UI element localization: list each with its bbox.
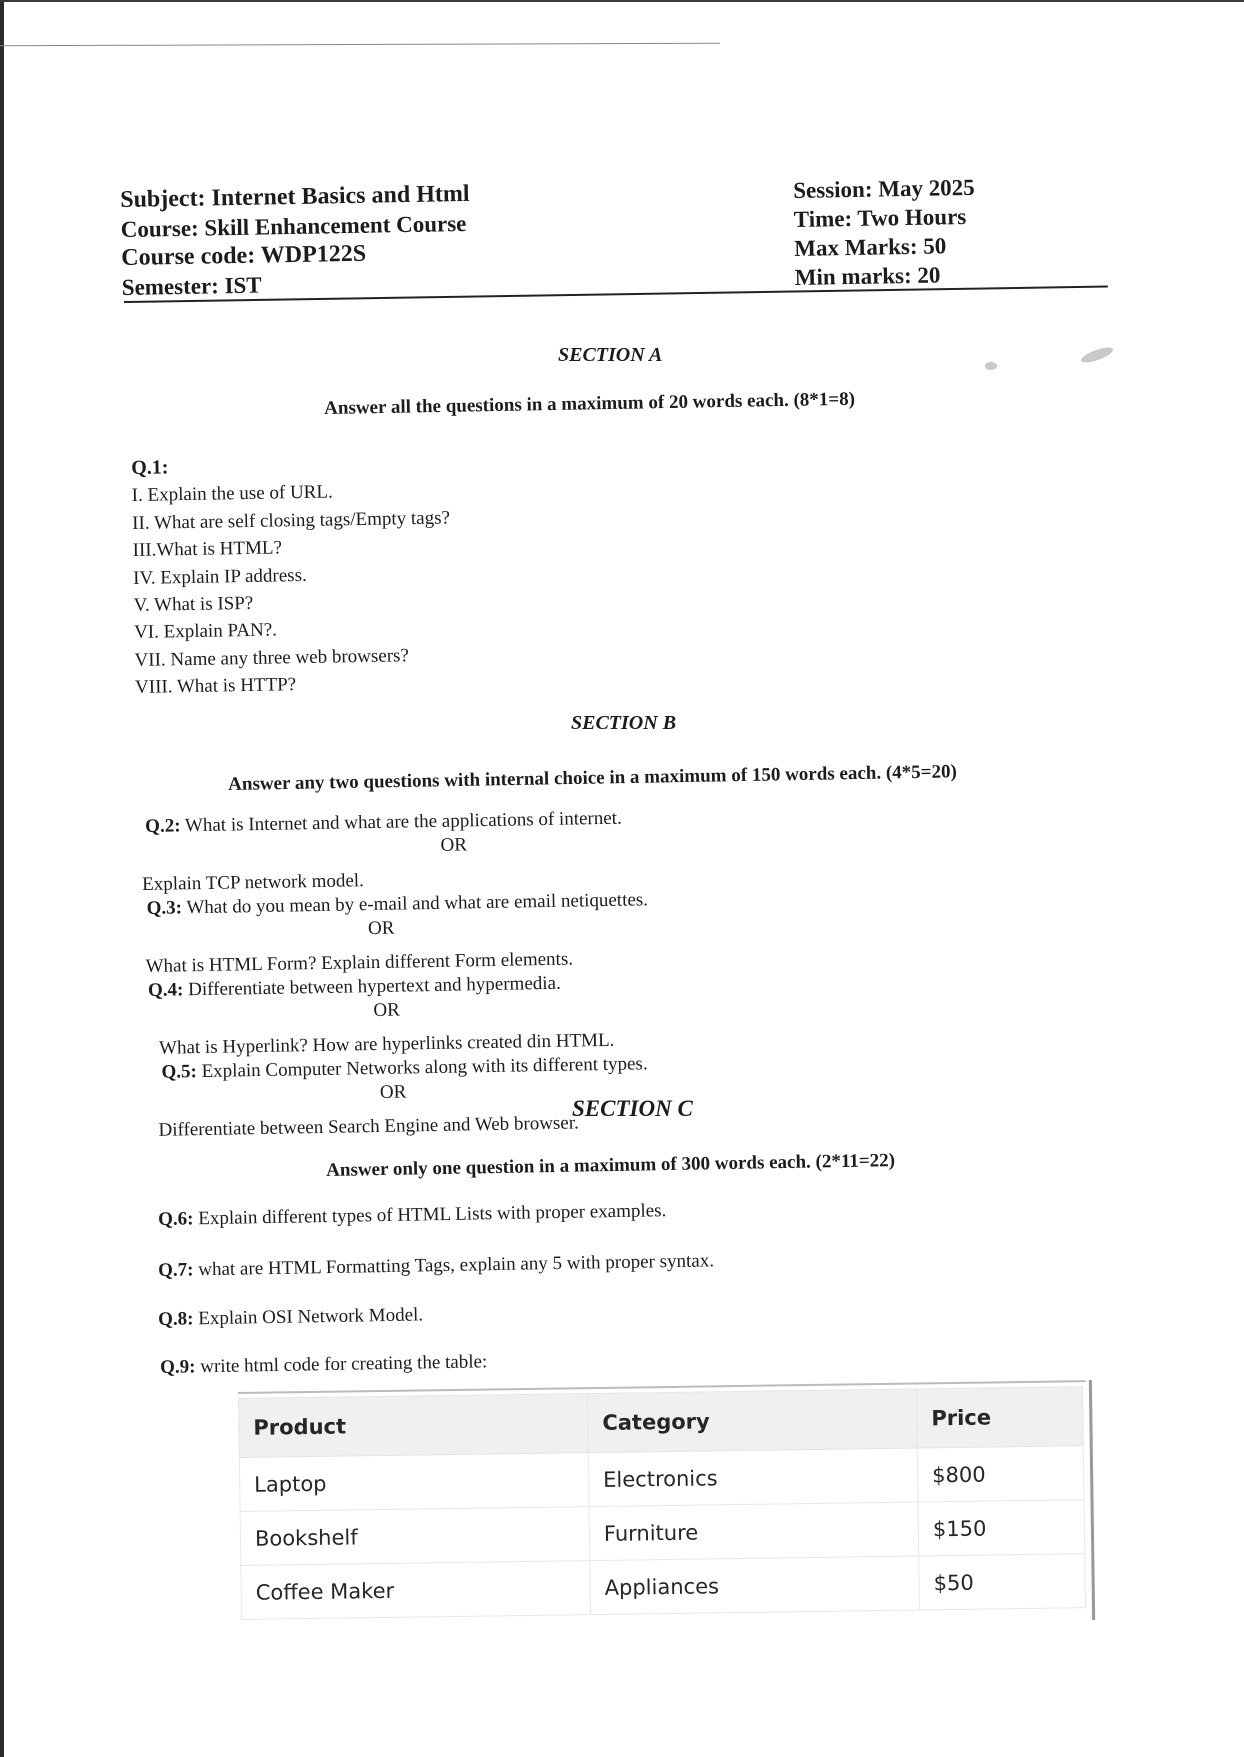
question-label: Q.7: [158, 1259, 194, 1281]
list-item: VII. Name any three web browsers? [134, 645, 410, 671]
question-text: Explain OSI Network Model. [193, 1304, 424, 1330]
or-label: OR [367, 917, 395, 940]
column-header: Product [239, 1394, 589, 1458]
table-cell: Bookshelf [240, 1507, 590, 1566]
time: Time: Two Hours [793, 203, 967, 232]
section-a-instruction: Answer all the questions in a maximum of 20 words each. (8*1=8) [324, 388, 856, 419]
section-b-title: SECTION B [571, 712, 677, 734]
question-text: What do you mean by e-mail and what are email netiquettes. [181, 889, 649, 919]
or-label: OR [373, 999, 401, 1022]
question-text: what are HTML Formatting Tags, explain any 5 with proper syntax. [193, 1250, 715, 1281]
alternate-question: What is Hyperlink? How are hyperlinks created din HTML. [158, 1029, 615, 1059]
header-left [120, 180, 471, 302]
question-text: Explain Computer Networks along with its different types. [196, 1053, 648, 1083]
product-table-image [238, 1386, 1089, 1648]
list-item: VI. Explain PAN?. [133, 619, 278, 644]
section-c-instruction: Answer only one question in a maximum of 300 words each. (2*11=22) [326, 1150, 896, 1181]
question-label: Q.6: [158, 1208, 194, 1230]
question [158, 1200, 666, 1231]
section-b-questions [142, 806, 652, 1143]
question-label: Q.2: [145, 815, 181, 837]
section-c-title: SECTION C [572, 1096, 693, 1121]
course: Course: Skill Enhancement Course [120, 210, 467, 242]
table-cell: Appliances [590, 1556, 920, 1615]
question [158, 1304, 423, 1331]
question-text: Explain different types of HTML Lists with proper examples. [193, 1200, 667, 1230]
section-b-instruction: Answer any two questions with internal choice in a maximum of 150 words each. (4*5=20) [228, 761, 958, 795]
question-text: write html code for creating the table: [195, 1351, 488, 1378]
semester: Semester: IST [121, 272, 262, 300]
question-label: Q.4: [147, 979, 184, 1001]
question [160, 1351, 487, 1379]
question-text: What is Internet and what are the applications of internet. [180, 807, 622, 837]
table-cell: $50 [919, 1554, 1086, 1610]
smudge-mark [1079, 344, 1114, 365]
subject: Subject: Internet Basics and Html [120, 180, 470, 213]
list-item: III.What is HTML? [132, 537, 283, 562]
list-item: I. Explain the use of URL. [131, 481, 333, 507]
alternate-question: Differentiate between Search Engine and Web browser. [158, 1112, 579, 1141]
list-item: II. What are self closing tags/Empty tags? [132, 507, 451, 534]
question-label: Q.1: [131, 456, 169, 479]
header-right [793, 173, 976, 292]
q1-block [131, 449, 453, 701]
or-label: OR [440, 834, 468, 856]
or-label: OR [379, 1081, 407, 1103]
question-label: Q.3: [146, 897, 183, 919]
alternate-question: Explain TCP network model. [142, 870, 365, 896]
table-cell: Electronics [588, 1448, 918, 1507]
table-cell: $800 [917, 1446, 1084, 1502]
table-row [241, 1554, 1086, 1620]
question-label: Q.9: [160, 1356, 196, 1378]
max-marks: Max Marks: 50 [794, 233, 947, 261]
list-item: IV. Explain IP address. [132, 564, 307, 589]
scan-edge [0, 0, 4, 1757]
alternate-question: What is HTML Form? Explain different Form elements. [145, 948, 574, 978]
question [158, 1250, 714, 1282]
question-label: Q.5: [161, 1061, 198, 1083]
question-label: Q.8: [158, 1308, 194, 1330]
list-item: VIII. What is HTTP? [134, 674, 297, 699]
table-cell: Coffee Maker [241, 1561, 591, 1620]
scan-edge-top [0, 0, 1244, 2]
min-marks: Min marks: 20 [794, 262, 941, 290]
column-header: Price [916, 1387, 1083, 1448]
course-code: Course code: WDP122S [121, 240, 367, 271]
smudge-mark [985, 362, 997, 370]
session: Session: May 2025 [793, 174, 975, 203]
table-cell: $150 [918, 1500, 1085, 1556]
column-header: Category [587, 1389, 917, 1453]
list-item: V. What is ISP? [133, 592, 254, 617]
question-text: Differentiate between hypertext and hypermedia. [183, 972, 561, 1001]
scan-line [0, 43, 720, 47]
product-table [238, 1386, 1086, 1620]
table-cell: Laptop [239, 1453, 589, 1512]
section-a-title: SECTION A [558, 344, 663, 366]
table-cell: Furniture [589, 1502, 919, 1561]
